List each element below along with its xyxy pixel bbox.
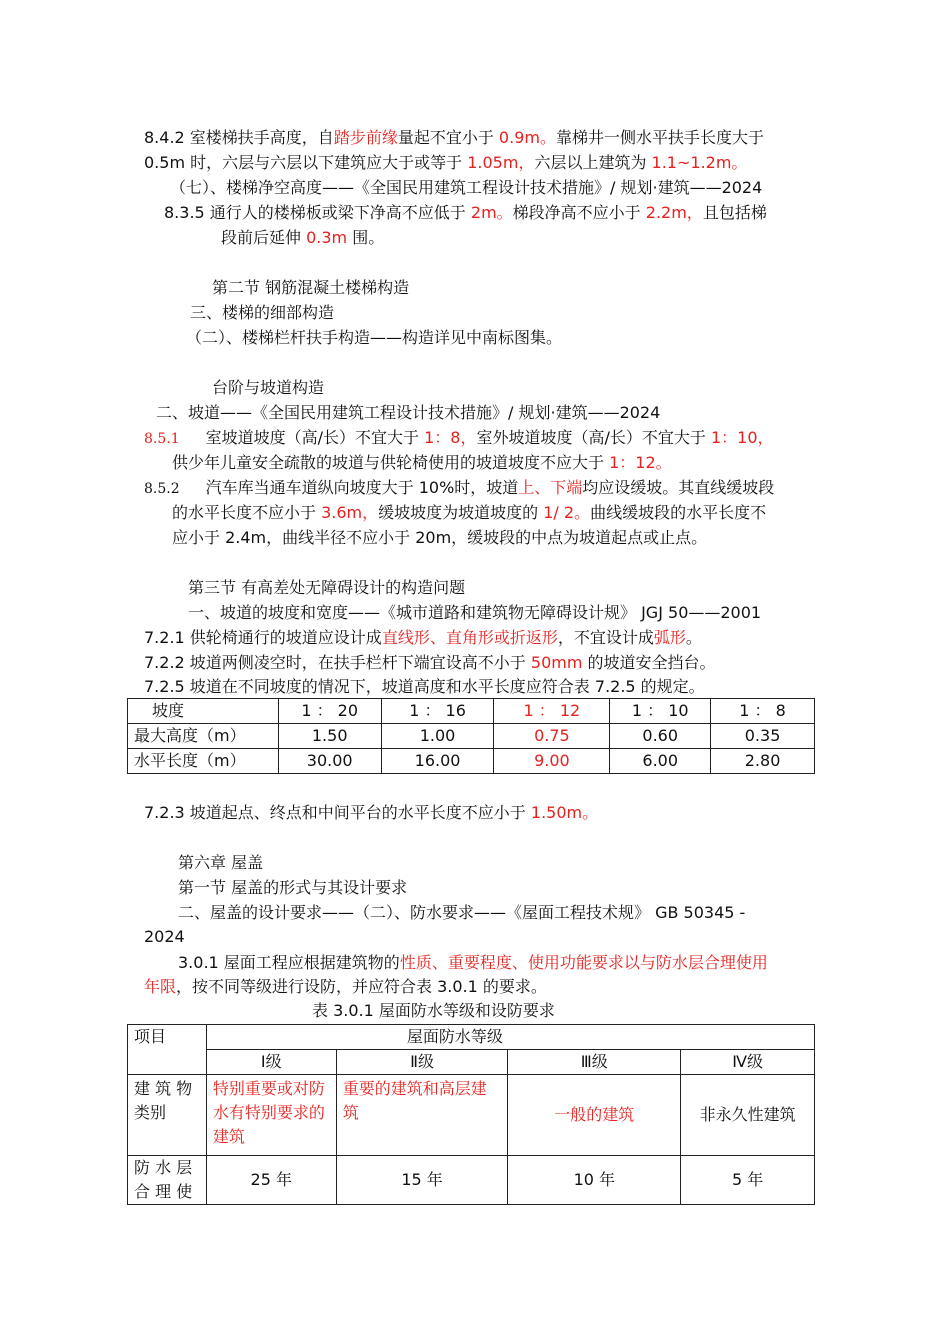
table-cell: 0.75 xyxy=(494,724,610,749)
para-301-line2: 年限，按不同等级进行设防，并应符合表 3.0.1 的要求。 xyxy=(144,977,547,996)
para-721: 7.2.1 供轮椅通行的坡道应设计成直线形、直角形或折返形，不宜设计成弧形。 xyxy=(144,628,702,647)
ramp-title: 台阶与坡道构造 xyxy=(212,378,325,397)
chapter-2-subtitle: 三、楼梯的细部构造 xyxy=(190,303,335,322)
chapter-6-title: 第六章 屋盖 xyxy=(178,853,264,872)
table-cell: 2.80 xyxy=(711,749,815,774)
para-301-line1: 3.0.1 屋面工程应根据建筑物的性质、重要程度、使用功能要求以与防水层合理使用 xyxy=(178,953,768,972)
table-cell: 非永久性建筑 xyxy=(681,1075,815,1156)
table-cell: 水平长度（m） xyxy=(128,749,279,774)
para-851-line1: 8.5.1 室坡道坡度（高/长）不宜大于 1：8，室外坡道坡度（高/长）不宜大于 1：10， xyxy=(144,428,774,447)
para-852-line1: 8.5.2 汽车库当通车道纵向坡度大于 10%时，坡道上、下端均应设缓坡。其直线缓坡段 xyxy=(144,478,775,497)
table-cell: 建 筑 物 类别 xyxy=(128,1075,207,1156)
para-842-line2: 0.5m 时，六层与六层以下建筑应大于或等于 1.05m，六层以上建筑为 1.1~1.2m。 xyxy=(144,153,748,172)
table-cell: 9.00 xyxy=(494,749,610,774)
para-842-line1: 8.4.2 室楼梯扶手高度，自踏步前缘量起不宜小于 0.9m。靠梯井一侧水平扶手长度大于 xyxy=(144,128,764,147)
table-row xyxy=(128,1025,815,1050)
table-cell: 最大高度（m） xyxy=(128,724,279,749)
chapter-6-section: 第一节 屋盖的形式与其设计要求 xyxy=(178,878,408,897)
table-cell: 15 年 xyxy=(336,1156,508,1205)
para-723: 7.2.3 坡道起点、终点和中间平台的水平长度不应小于 1.50m。 xyxy=(144,803,599,822)
chapter-3-title: 第三节 有高差处无障碍设计的构造问题 xyxy=(188,578,466,597)
table-cell: 25 年 xyxy=(206,1156,336,1205)
chapter-2-item: （二）、楼梯栏杆扶手构造——构造详见中南标图集。 xyxy=(186,328,563,347)
chapter-6-sub-line2: 2024 xyxy=(144,927,185,946)
table-cell: 1 ： 20 xyxy=(278,699,381,724)
table-cell: 项目 xyxy=(128,1025,207,1075)
table-row xyxy=(128,1156,815,1205)
para-835-line1: 8.3.5 通行人的楼梯板或梁下净高不应低于 2m。梯段净高不应小于 2.2m，且包括梯 xyxy=(164,203,767,222)
table-caption: 表 3.0.1 屋面防水等级和设防要求 xyxy=(312,1001,555,1020)
table-cell: 1 ： 10 xyxy=(610,699,711,724)
table-cell: 5 年 xyxy=(681,1156,815,1205)
table-row xyxy=(128,1050,815,1075)
chapter-2-title: 第二节 钢筋混凝土楼梯构造 xyxy=(212,278,410,297)
table-cell: 屋面防水等级 xyxy=(206,1025,814,1050)
roof-waterproof-table xyxy=(127,1024,815,1205)
table-row xyxy=(128,724,815,749)
table-row xyxy=(128,1075,815,1156)
table-cell: Ⅰ级 xyxy=(206,1050,336,1075)
table-cell: Ⅱ级 xyxy=(336,1050,508,1075)
table-cell: Ⅲ级 xyxy=(508,1050,681,1075)
table-cell: 一般的建筑 xyxy=(508,1075,681,1156)
table-row xyxy=(128,699,815,724)
chapter-6-sub-line1: 二、屋盖的设计要求——（二）、防水要求——《屋面工程技术规》 GB 50345 - xyxy=(178,903,746,922)
chapter-3-subtitle: 一、坡道的坡度和宽度——《城市道路和建筑物无障碍设计规》 JGJ 50——2001 xyxy=(188,603,762,622)
para-851-line2: 供少年儿童安全疏散的坡道与供轮椅使用的坡道坡度不应大于 1：12。 xyxy=(172,453,672,472)
section-7-title: （七）、楼梯净空高度——《全国民用建筑工程设计技术措施》/ 规划·建筑——2024 xyxy=(170,178,763,197)
para-722: 7.2.2 坡道两侧凌空时，在扶手栏杆下端宜设高不小于 50mm 的坡道安全挡台。 xyxy=(144,653,716,672)
table-cell: 0.60 xyxy=(610,724,711,749)
slope-table xyxy=(127,698,815,774)
table-cell: Ⅳ级 xyxy=(681,1050,815,1075)
para-852-line3: 应小于 2.4m，曲线半径不应小于 20m，缓坡段的中点为坡道起点或止点。 xyxy=(172,528,708,547)
table-cell: 0.35 xyxy=(711,724,815,749)
para-725: 7.2.5 坡道在不同坡度的情况下，坡道高度和水平长度应符合表 7.2.5 的规定。 xyxy=(144,677,705,696)
table-cell: 1.00 xyxy=(381,724,494,749)
table-cell: 1 ： 16 xyxy=(381,699,494,724)
table-cell: 1 ： 8 xyxy=(711,699,815,724)
table-cell: 防 水 层 合 理 使 xyxy=(128,1156,207,1205)
table-cell: 6.00 xyxy=(610,749,711,774)
table-cell: 16.00 xyxy=(381,749,494,774)
para-852-line2: 的水平长度不应小于 3.6m，缓坡坡度为坡道坡度的 1/ 2。曲线缓坡段的水平长度不 xyxy=(172,503,767,522)
table-cell: 特别重要或对防水有特别要求的建筑 xyxy=(206,1075,336,1156)
para-835-line2: 段前后延伸 0.3m 围。 xyxy=(221,228,385,247)
table-cell: 1 ： 12 xyxy=(494,699,610,724)
table-cell: 重要的建筑和高层建筑 xyxy=(336,1075,508,1156)
table-cell: 30.00 xyxy=(278,749,381,774)
ramp-subtitle: 二、坡道——《全国民用建筑工程设计技术措施》/ 规划·建筑——2024 xyxy=(156,403,661,422)
table-cell: 1.50 xyxy=(278,724,381,749)
table-row xyxy=(128,749,815,774)
table-cell: 10 年 xyxy=(508,1156,681,1205)
table-cell: 坡度 xyxy=(128,699,279,724)
